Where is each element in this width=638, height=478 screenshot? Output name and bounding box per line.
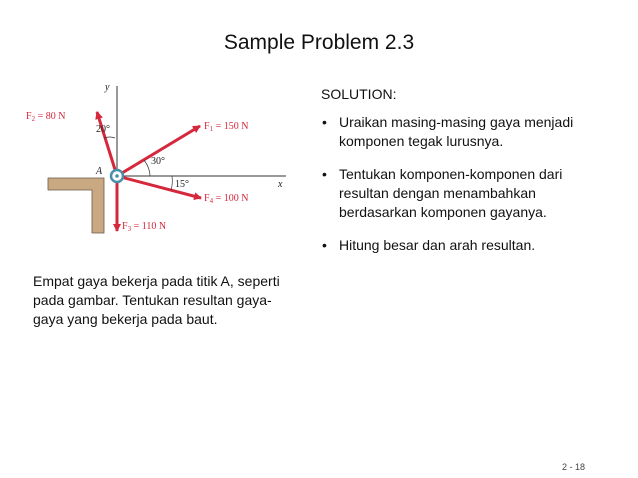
- solution-step: • Hitung besar dan arah resultan.: [322, 236, 612, 255]
- solution-step: • Uraikan masing-masing gaya menjadi komponen tegak lurusnya.: [322, 113, 612, 151]
- slide-title: Sample Problem 2.3: [223, 31, 415, 54]
- solution-heading: SOLUTION:: [321, 86, 397, 102]
- angle-arc-15: [171, 176, 172, 190]
- f1-label: $F_1 = 150$ N: [204, 121, 249, 133]
- page-number: 2 - 18: [561, 462, 585, 472]
- f1-arrow: [117, 126, 200, 176]
- f3-label: $F_3 = 110$ N: [122, 221, 167, 233]
- axis-y-label: y: [105, 82, 110, 93]
- force-diagram: [24, 76, 294, 244]
- f4-label: $F_4 = 100$ N: [204, 193, 249, 205]
- axis-x-label: x: [278, 179, 283, 190]
- angle-20-label: 20°: [96, 124, 110, 135]
- point-a-label: A: [96, 166, 103, 177]
- bolt-center: [115, 174, 119, 178]
- solution-steps: [322, 113, 612, 255]
- solution-step: • Tentukan komponen-komponen dari resultan dengan menambahkan berdasarkan komponen gayanya.: [322, 165, 612, 222]
- angle-arc-30: [144, 160, 150, 176]
- problem-statement: Empat gaya bekerja pada titik A, seperti pada gambar. Tentukan resultan gaya-gaya yang bekerja pada baut.: [33, 273, 280, 327]
- angle-30-label: 30°: [151, 156, 165, 167]
- angle-15-label: 15°: [175, 179, 189, 190]
- support-wall: [48, 178, 104, 233]
- f2-label: $F_2 = 80$ N: [26, 111, 66, 123]
